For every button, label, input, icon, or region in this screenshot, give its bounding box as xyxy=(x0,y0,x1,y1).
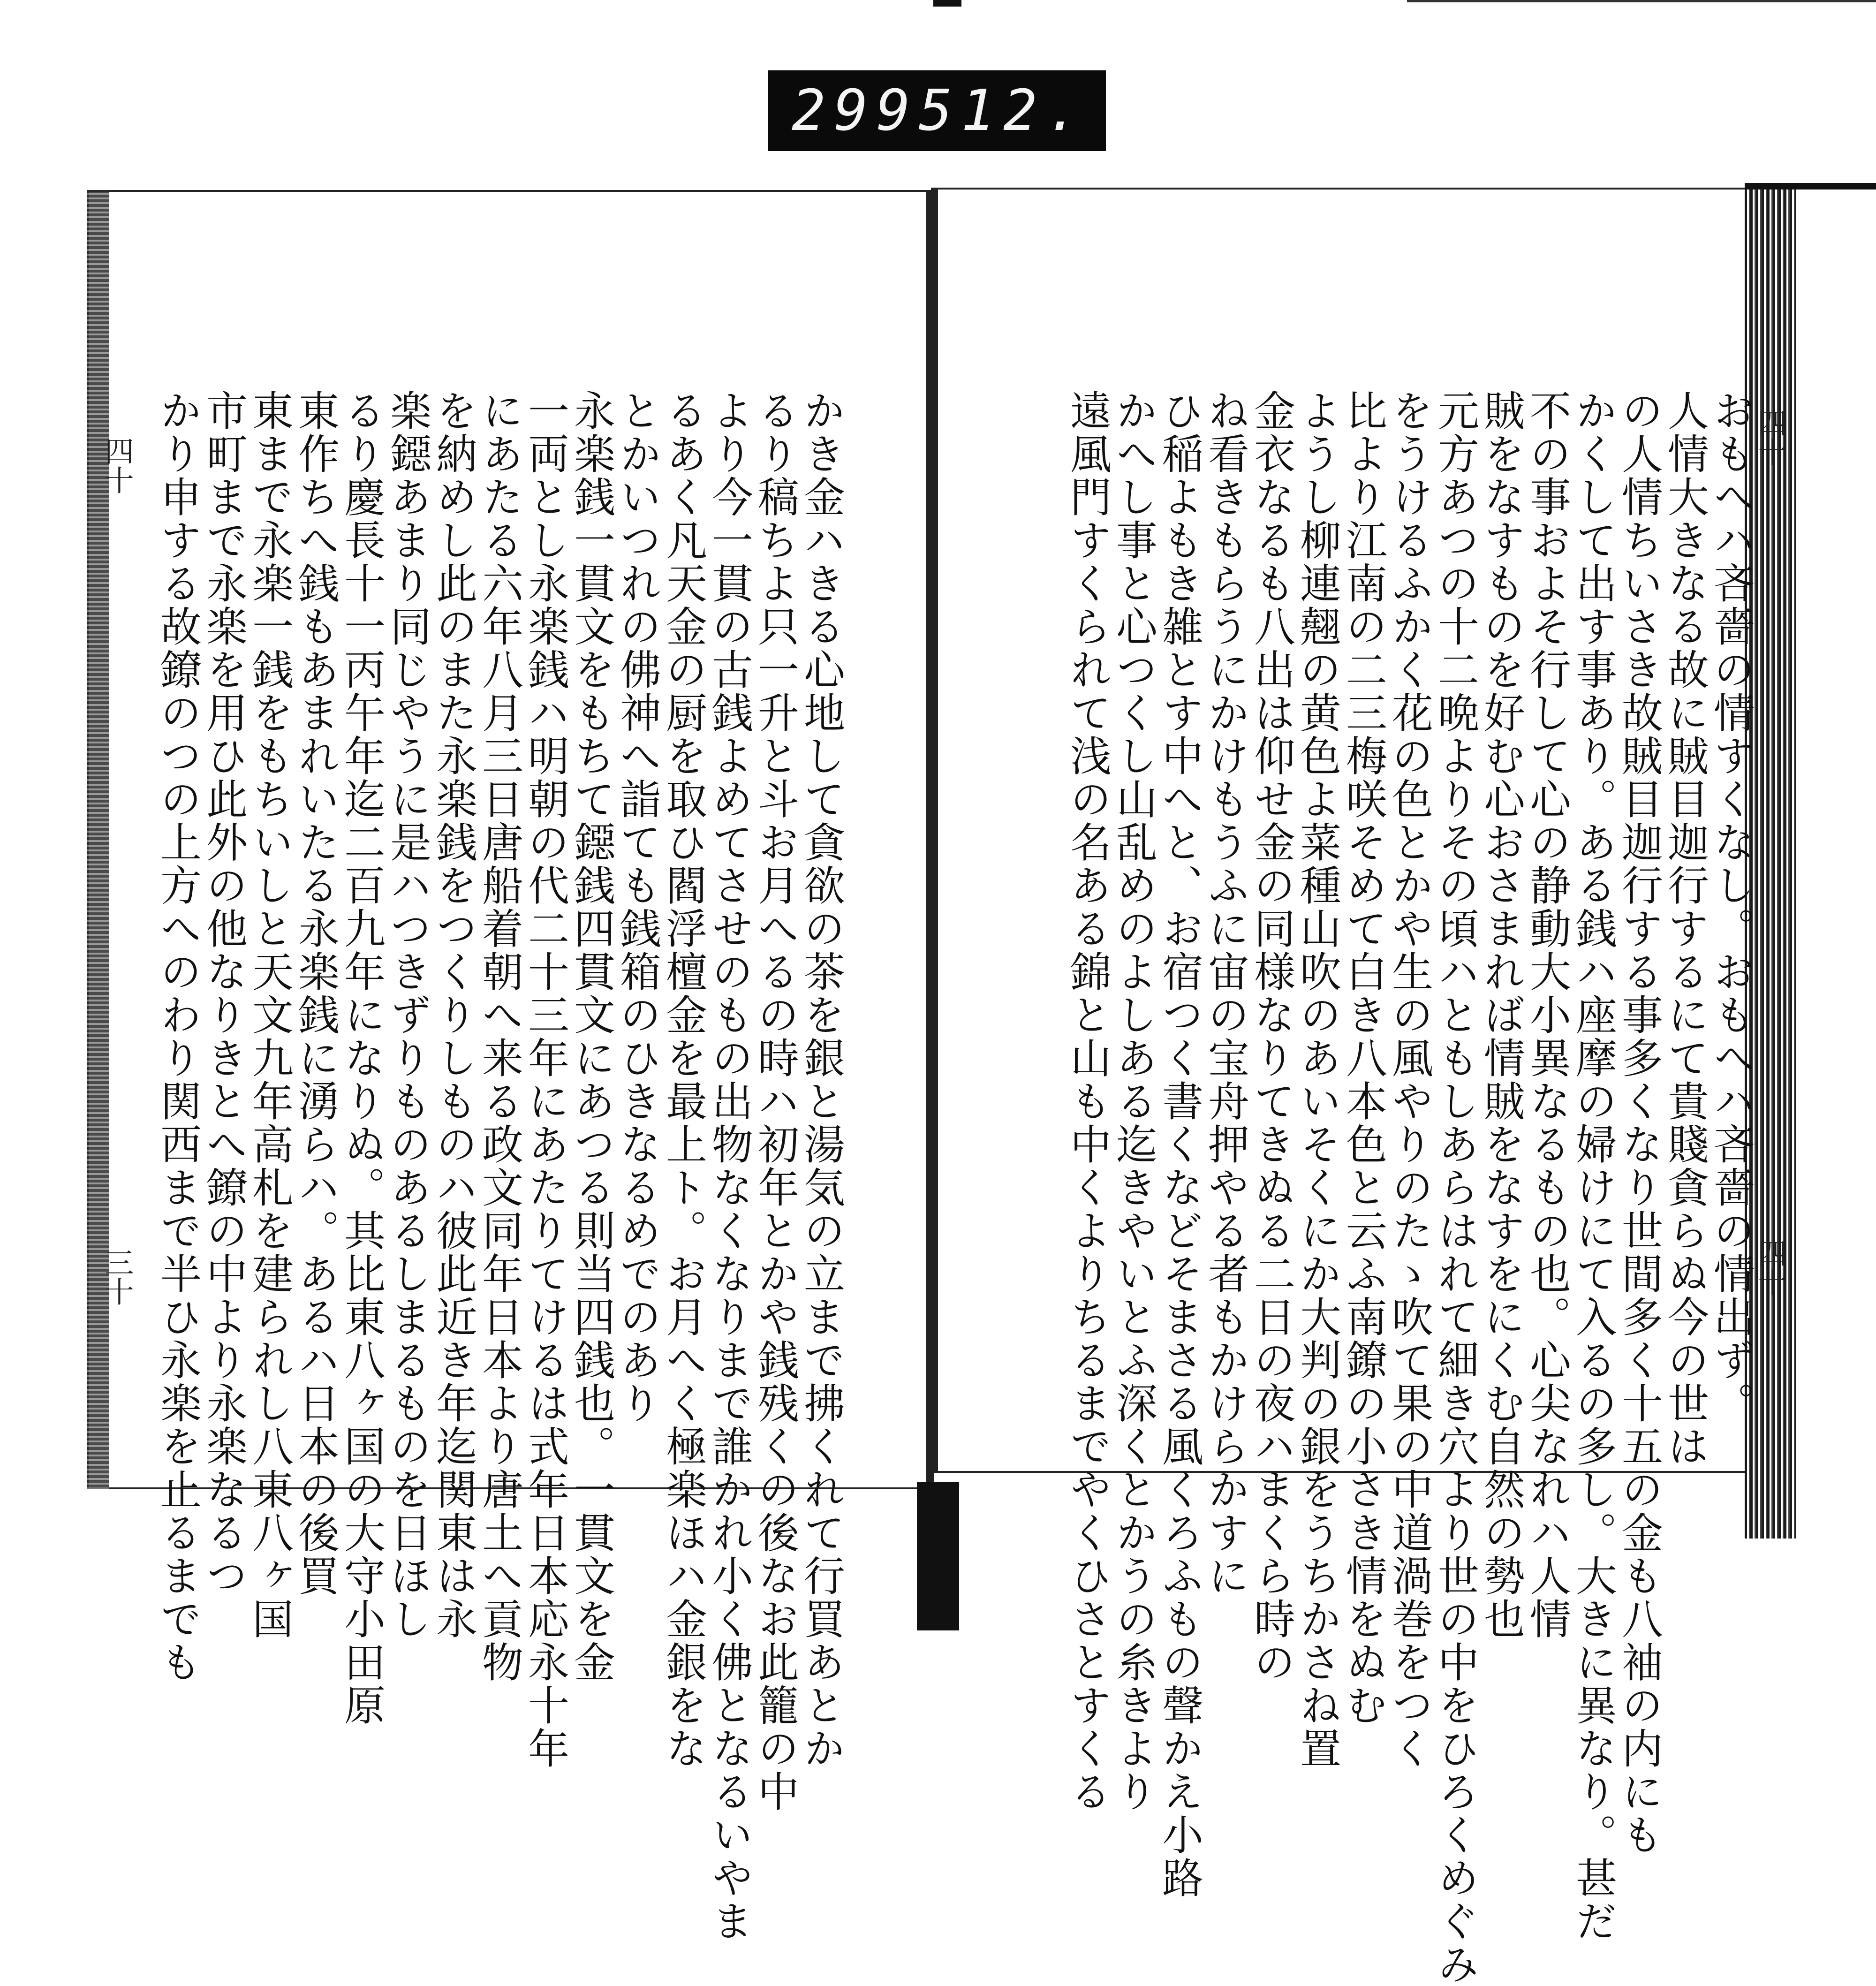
right-page-column: 不の事およそ行して心の静動大小異なるもの也。心尖なれハ人情 xyxy=(1523,389,1572,1641)
left-page-column: かり申する故鐐のつの上方へのわり関西まで半ひ永楽を止るまでも xyxy=(154,389,202,1684)
right-page-column: 比より江南の二三梅咲そめて白き八本色と云ふ南鐐の小さき情をぬむ xyxy=(1339,389,1388,1727)
right-page-text xyxy=(985,389,1755,1986)
right-page-column: 元方あつの十二晩よりその頃ハともしあらはれて細き穴より世の中をひろくめぐみ xyxy=(1431,389,1480,1986)
archive-id-right: 512. xyxy=(918,78,1088,144)
right-page-column: 遠風門すくられて浅の名ある錦と山も中くよりちるまでやくひさとすくる xyxy=(1064,389,1112,1813)
left-page-margin-bottom: 三十 xyxy=(100,1248,134,1306)
left-page-margin-top: 四十 xyxy=(100,436,134,494)
left-page-column: 楽鐚あまり同じやうに是ハつきずりものあるしまるものを日ほし xyxy=(384,389,432,1641)
right-page-margin-top: 四十 xyxy=(1753,408,1787,466)
right-page-column: ね看きもらうにかけもうふに宙の宝舟押やる者もかけらかすに xyxy=(1202,389,1250,1598)
left-page-column: るり稿ちよ只一升と斗お月へるの時ハ初年とかや銭残くの後なお此籠の中 xyxy=(751,389,800,1813)
left-page-column: 東作ちへ銭もあまれいたる永楽銭に湧らハ。あるハ日本の後買 xyxy=(292,389,340,1598)
right-page-column: 人情大きなる故に賊目迦行するにて貴賤貪らぬ今の世は xyxy=(1661,389,1710,1468)
left-page-column: かき金ハきる心地して貪欲の茶を銀と湯気の立まで拂くれて行買あとか xyxy=(797,389,846,1770)
right-page-column: ようし柳連翹の黄色よ菜種山吹のあいそくにか大判の銀をうちかさね置 xyxy=(1294,389,1342,1770)
right-page-margin-bottom: 四十 xyxy=(1753,1238,1787,1296)
scan-top-mark xyxy=(933,0,961,7)
left-page-column: 東まで永楽一銭をもちいしと天文九年高札を建られし八東八ヶ国 xyxy=(246,389,294,1641)
left-page-column: るあく凡天金の厨を取ひ閻浮檀金を最上ト。お月へく極楽ほハ金銀をな xyxy=(659,389,708,1770)
left-page-column: とかいつれの佛神へ詣ても銭箱のひきなるめでのあり xyxy=(613,389,662,1425)
left-page-column: より今一貫の古銭よめてさせのもの出物なくなりまで誰かれ小く佛となるいやま xyxy=(705,389,754,1943)
right-stack-top-rule xyxy=(1745,183,1876,190)
left-page-column: るり慶長十一丙午年迄二百九年になりぬ。其比東八ヶ国の大守小田原 xyxy=(338,389,386,1727)
archive-id-left: 299 xyxy=(792,78,919,144)
left-page-column: 永楽銭一貫文をもちて鐚銭四貫文にあつる則当四銭也。一貫文を金 xyxy=(567,389,616,1684)
right-page-column: をうけるふかく花の色とかや生の風やりのたゝ吹て果の中道渦巻をつく xyxy=(1385,389,1434,1770)
right-page-column: の人情ちいさき故賊目迦行する事多くなり世間多く十五の金も八袖の内にも xyxy=(1615,389,1664,1857)
right-page-column: 金衣なるも八出は仰せ金の同様なりてきぬる二日の夜ハまくら時の xyxy=(1248,389,1296,1684)
right-page-column: おもへハ吝嗇の情すくなし。おもへハ吝嗇の情出ず。 xyxy=(1707,389,1755,1425)
book-spine xyxy=(917,1482,959,1630)
left-page-column: にあたる六年八月三日唐船着朝へ来る政文同年日本より唐土へ貢物 xyxy=(476,389,524,1684)
right-page-column: 賊をなすものを好む心おさまれば情賊をなすをにくむ自然の勢也 xyxy=(1477,389,1526,1641)
right-page-column: かへし事と心つくし山乱めのよしある迄きやいとふ深くとかうの糸きより xyxy=(1110,389,1158,1813)
archive-id-label xyxy=(768,70,1106,151)
book-gutter xyxy=(931,188,934,1482)
right-page-column: かくして出す事あり。ある銭ハ座摩の婦けにて入るの多し。大きに異なり。甚だ xyxy=(1569,389,1618,1943)
left-page-column: 市町まで永楽を用ひ此外の他なりきとへ鐐の中より永楽なるつ xyxy=(200,389,248,1598)
scan-top-rule xyxy=(1407,0,1876,2)
left-page-column: を納めし此のまた永楽銭をつくりしものハ彼此近き年迄関東は永 xyxy=(430,389,478,1641)
right-page-column: ひ稲よもき雑とす中へと、お宿つく書くなどそまさる風くろふもの聲かえ小路 xyxy=(1156,389,1204,1900)
left-page-column: 一両とし永楽銭ハ明朝の代二十三年にあたりてけるは式年日本応永十年 xyxy=(522,389,570,1770)
left-page-text xyxy=(150,389,846,1943)
